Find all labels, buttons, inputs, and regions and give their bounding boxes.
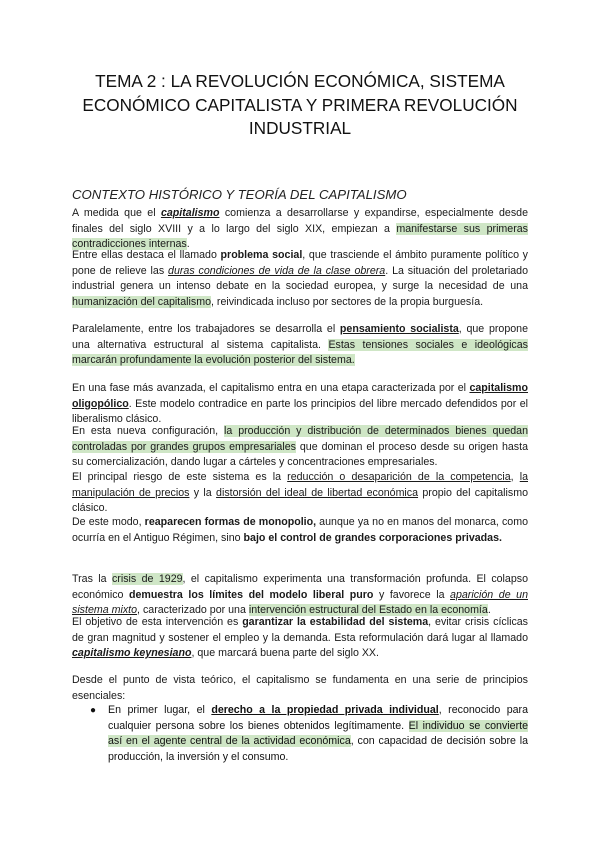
paragraph-pensamiento-socialista: Paralelamente, entre los trabajadores se desarrolla el pensamiento socialista, que propone una alternativa estructural al sistema capitalista. Estas tensiones sociales e ideológicas marcarán profundamente la evolución posterior del sistema. — [72, 323, 528, 367]
term-propiedad-privada: derecho a la propiedad privada individual — [211, 704, 439, 716]
list-item: ● En primer lugar, el derecho a la propiedad privada individual, reconocido para cualquier persona sobre los bienes obtenidos legítimamente. El individuo se convierte así en el agente central de la actividad económica, con capacidad de decisión sobre la producción, la inversión y el consumo. — [90, 704, 528, 763]
section-title: CONTEXTO HISTÓRICO Y TEORÍA DEL CAPITALISMO — [72, 187, 407, 202]
term-sistema-mixto: aparición de un sistema mixto — [72, 588, 528, 617]
highlight-intervencion-estado: intervención estructural del Estado en la economía — [248, 604, 488, 617]
term-problema-social: problema social — [220, 249, 303, 261]
term-estabilidad-sistema: garantizar la estabilidad del sistema — [242, 616, 429, 628]
highlight-individuo: El individuo se convierte así en el agente central de la actividad económica — [108, 719, 528, 748]
highlight-produccion-distribucion: la producción y distribución de determinados bienes quedan controladas por grandes grupos empresariales — [72, 425, 528, 453]
term-limites-liberal: demuestra los límites del modelo liberal puro — [129, 588, 374, 601]
term-capitalismo: capitalismo — [160, 207, 220, 219]
paragraph-monopolio: De este modo, reaparecen formas de monopolio, aunque ya no en manos del monarca, como ocurría en el Antiguo Régimen, sino bajo el control de grandes corporaciones privadas. — [72, 516, 528, 544]
highlight-contradicciones: manifestarse sus primeras contradicciones internas — [72, 222, 528, 251]
term-capitalismo-oligopolico: capitalismo oligopólico — [72, 382, 528, 410]
term-distorsion-libertad: distorsión del ideal de libertad económica — [216, 486, 419, 499]
paragraph-capitalism-intro: A medida que el capitalismo comienza a desarrollarse y expandirse, especialmente desde finales del siglo XVIII y a lo largo del siglo XIX, empiezan a manifestarse sus primeras contradicciones internas. — [72, 207, 528, 251]
paragraph-keynesiano: El objetivo de esta intervención es garantizar la estabilidad del sistema, evitar crisis cíclicas de gran magnitud y sostener el empleo y la demanda. Esta reformulación dará lugar al llamado capitalismo keynesiano, que marcará buena parte del siglo XX. — [72, 616, 529, 660]
term-grandes-corporaciones: bajo el control de grandes corporaciones privadas. — [243, 531, 502, 544]
paragraph-principal-riesgo: El principal riesgo de este sistema es la reducción o desaparición de la competencia, la manipulación de precios y la distorsión del ideal de libertad económica propio del capitalismo clásico. — [72, 471, 528, 515]
highlight-crisis-1929: crisis de 1929 — [111, 573, 183, 585]
highlight-tensiones: Estas tensiones sociales e ideológicas marcarán profundamente la evolución posterior del sistema. — [72, 338, 528, 367]
term-capitalismo-keynesiano: capitalismo keynesiano — [72, 647, 192, 660]
paragraph-oligopolico: En una fase más avanzada, el capitalismo entra en una etapa caracterizada por el capitalismo oligopólico. Este modelo contradice en parte los principios del libre mercado defendidos por el liberalismo clásico. — [72, 382, 528, 426]
paragraph-problema-social: Entre ellas destaca el llamado problema social, que trasciende el ámbito puramente político y pone de relieve las duras condiciones de vida de la clase obrera. La situación del proletariado industrial genera un intenso debate en la sociedad europea, y surge la necesidad de una humanización del capitalismo, reivindicada incluso por sectores de la propia burguesía. — [72, 249, 529, 308]
highlight-humanizacion: humanización del capitalismo — [72, 295, 211, 308]
term-duras-condiciones: duras condiciones de vida de la clase obrera — [168, 264, 386, 277]
term-manipulacion-precios: la manipulación de precios — [72, 471, 528, 499]
paragraph-nueva-configuracion: En esta nueva configuración, la producción y distribución de determinados bienes quedan controladas por grandes grupos empresariales que dominan el proceso desde su origen hasta su comercialización, dando lugar a cárteles y concentraciones empresariales. — [72, 425, 528, 469]
paragraph-principios: Desde el punto de vista teórico, el capitalismo se fundamenta en una serie de principios esenciales: — [72, 674, 528, 702]
term-pensamiento-socialista: pensamiento socialista — [339, 323, 459, 335]
paragraph-crisis-1929: Tras la crisis de 1929, el capitalismo experimenta una transformación profunda. El colapso económico demuestra los límites del modelo liberal puro y favorece la aparición de un sistema mixto, caracterizado por una intervención estructural del Estado en la economía. — [72, 573, 528, 617]
term-reaparecen-monopolio: reaparecen formas de monopolio, — [144, 516, 317, 528]
principles-list — [72, 703, 528, 765]
term-reduccion-competencia: reducción o desaparición de la competencia — [287, 471, 511, 483]
bullet-icon: ● — [90, 705, 97, 716]
page-title: TEMA 2 : LA REVOLUCIÓN ECONÓMICA, SISTEMA ECONÓMICO CAPITALISTA Y PRIMERA REVOLUCIÓN INDUSTRIAL — [82, 71, 518, 138]
